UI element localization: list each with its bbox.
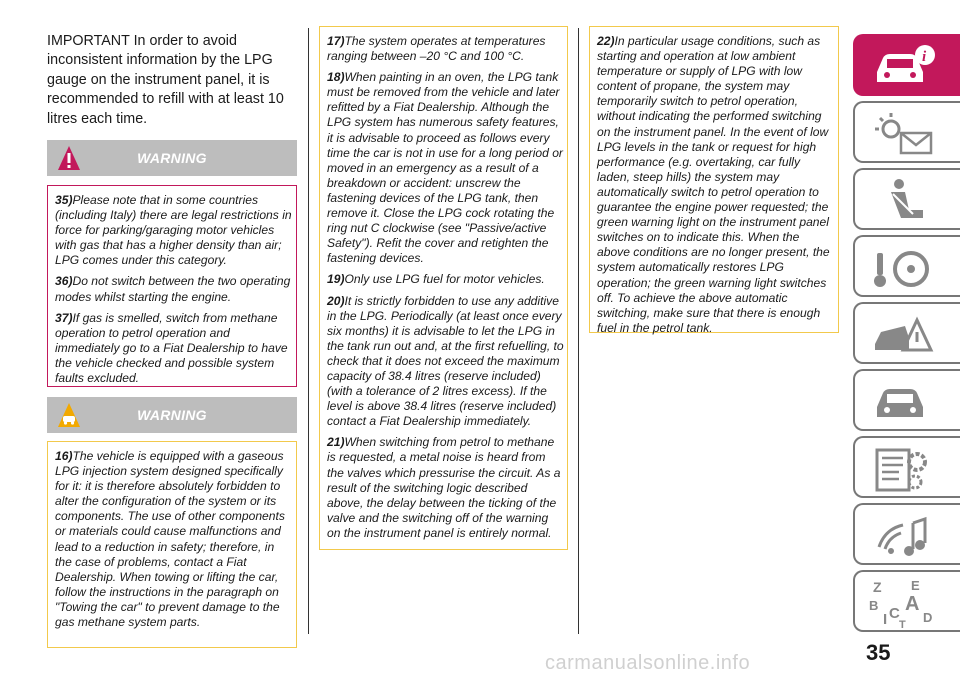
column-divider [308,28,309,634]
warning-title: WARNING [137,150,207,166]
tab-safety[interactable] [853,168,960,230]
index-letter-e: E [911,578,920,593]
note-21: 21)When switching from petrol to methane is requested, a metal noise is heard from the valves which pressurise the circuit. As a result of the switching logic described above, the delay between the ticking of the valve and the switching off of the warning on the instrument panel is entirely normal. [327,435,561,540]
dashboard-lights-icon [869,109,939,159]
notes-box-column3 [589,26,839,333]
index-letter-b: B [869,598,879,613]
note-36: 36)Do not switch between the two operating modes whilst starting the engine. [55,274,291,304]
note-18: 18)When painting in an oven, the LPG tank must be removed from the vehicle and later refitted by a Fiat Dealership. Although the LPG system has numerous safety features, it is advisable to proceed as follows every time the car is not in use for a long period or moved in an emergency as a result of a breakdown or accident: unscrew the fastening devices of the LPG tank, then remove it. Close the LPG cock rotating the ring nut C clockwise (see "Passive/active Safety"). Refit the cover and retighten the fastening devices. [327,70,563,266]
index-letter-c: C [889,605,900,622]
safety-seat-icon [869,176,939,226]
watermark: carmanualsonline.info [545,652,751,674]
car-service-icon [869,377,939,427]
tab-index[interactable] [853,570,960,632]
multimedia-icon [869,511,939,561]
note-37: 37)If gas is smelled, switch from methane operation to petrol operation and immediately go to a Fiat Dealership to have the vehicle checked and possible system faults excluded. [55,310,288,386]
car-info-icon [869,42,939,92]
note-17: 17)The system operates at temperatures ranging between –20 °C and 100 °C. [327,34,546,64]
note-20: 20)It is strictly forbidden to use any additive in the LPG. Periodically (at least once every six months) it is advisable to let the LPG in the tank run out and, at the first refuelling, to check that it does not exceed the maximum capacity of 38.4 litres (reserve included) (with a tolerance of 2 litres excess). If the level is above 38.4 litres (reserve included) contact a Fiat Dealership immediately. [327,293,564,429]
column-divider [578,28,579,634]
page-number: 35 [866,640,891,665]
note-35: 35)Please note that in some countries (including Italy) there are legal restrictions in force for parking/garaging motor vehicles with gas that has a higher density than air; LPG comes under this category. [55,193,292,268]
notes-box-column2 [319,26,568,550]
index-letter-i: I [883,611,888,628]
note-22: 22)In particular usage conditions, such as starting and operation at low ambient temperature or supply of LPG with low content of propane, the system may temporarily switch to petrol operation, without indicating the performed switching on the instrument panel. In the event of low LPG levels in the tank or request for high performance (e.g. overtaking, car fully laden, steep hills) the system may automatically switch to petrol operation to guarantee the engine power requested; the green warning light on the instrument panel switches on to indicate this. When the above conditions are no longer present, the system automatically restores LPG operation; the green warning light switches off. To achieve the above automatic switching, make sure that there is enough fuel in the petrol tank. [597,34,830,335]
tab-getting-to-know-car[interactable] [853,34,960,96]
index-icon [869,578,939,628]
warning-box-red [47,185,297,387]
warning-header [47,140,297,176]
tab-multimedia[interactable] [853,503,960,565]
warning-box-yellow [47,441,297,648]
breakdown-icon [869,310,939,360]
svg-text:i: i [922,49,927,65]
tab-maintenance[interactable] [853,369,960,431]
index-letter-z: Z [873,579,882,595]
index-letter-t: T [899,619,906,628]
technical-data-icon [869,444,939,494]
tab-technical-data[interactable] [853,436,960,498]
index-letter-a: A [905,593,920,615]
key-steering-wheel-icon [869,243,939,293]
warning-header-2 [47,397,297,433]
note-19: 19)Only use LPG fuel for motor vehicles. [327,272,545,287]
note-16: 16)The vehicle is equipped with a gaseous LPG injection system designed specifically for it: it is therefore absolutely forbidden to alter the configuration of the system or its components. The use of other components or materials could cause malfunctions and lead to a reduction in safety; therefore, in the case of problems, contact a Fiat Dealership. When towing or lifting the car, follow the instructions in the paragraph on "Towing the car" to prevent damage to the gas methane system parts. [55,449,285,630]
tab-emergency[interactable] [853,302,960,364]
intro-paragraph: IMPORTANT In order to avoid inconsistent information by the LPG gauge on the instrument panel, it is recommended to refill with at least 10 litres each time. [47,33,284,127]
tab-starting-driving[interactable] [853,235,960,297]
index-letter-d: D [923,610,933,625]
warning-title-2: WARNING [137,407,207,423]
tab-dashboard[interactable] [853,101,960,163]
